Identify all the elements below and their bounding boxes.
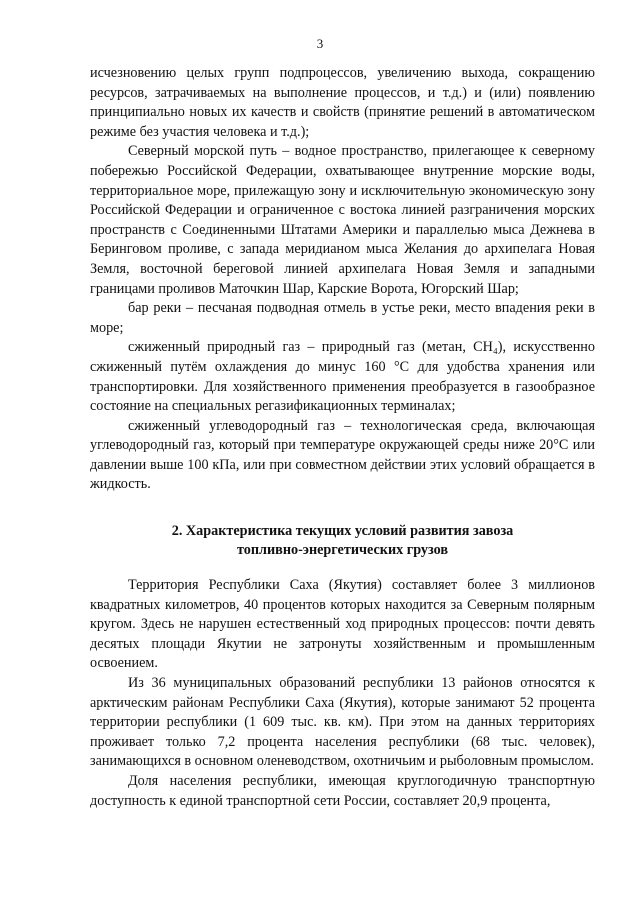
paragraph-territory: Территория Республики Саха (Якутия) составляет более 3 миллионов квадратных километров, 40 процентов которых находится за Северным полярным кругом. Здесь не нарушен естественный ход природных процессов: почти девять десятых площади Якутии не затронуты хозяйственным и промышленным освоением. bbox=[90, 577, 595, 672]
paragraph-northern-sea-route-definition: Северный морской путь – водное пространство, прилегающее к северному побережью Российской Федерации, охватывающее внутренние морские воды, территориальное море, прилежащую зону и исключительную экономическую зону Российской Федерации и ограниченное с востока линией разграничения морских пространств с Соединенными Штатами Америки и параллелью мыса Дежнева в Беринговом проливе, с запада меридианом мыса Желания до архипелага Новая Земля, восточной береговой линией архипелага Новая Земля и западными границами проливов Маточкин Шар, Карские Ворота, Югорский Шар; bbox=[90, 143, 595, 297]
paragraph-river-bar-definition: бар реки – песчаная подводная отмель в устье реки, место впадения реки в море; bbox=[90, 300, 595, 336]
section-heading-line-2: топливно-энергетических грузов bbox=[236, 542, 449, 558]
paragraph-lng-definition: сжиженный природный газ – природный газ (метан, CH₄), искусственно сжиженный путём охлаждения до минус 160 °C для удобства хранения или транспортировки. Для хозяйственного применения преобразуется в газообразное состояние на специальных регазификационных терминалах; bbox=[90, 339, 595, 415]
paragraph-lpg-definition: сжиженный углеводородный газ – технологическая среда, включающая углеводородный газ, который при температуре окружающей среды ниже 20°C или давлении выше 100 кПа, или при совместном действии этих условий обращается в жидкость. bbox=[90, 417, 595, 493]
paragraph-arctic-districts: Из 36 муниципальных образований республики 13 районов относятся к арктическим районам Республики Саха (Якутия), которые занимают 52 процента территории республики (1 609 тыс. кв. км). При этом на данных территориях проживает только 7,2 процента населения республики (68 тыс. человек), занимающихся в основном оленеводством, охотничьим и рыболовным промыслом. bbox=[90, 674, 595, 770]
paragraph-transport-access: Доля населения республики, имеющая круглогодичную транспортную доступность к единой транспортной сети России, составляет 20,9 процента, bbox=[90, 772, 595, 809]
paragraph-continuation: исчезновению целых групп подпроцессов, увеличению выхода, сокращению ресурсов, затрачиваемых на выполнение процессов, и т.д.) и (или) появлению принципиально новых их качеств и свойств (принятие решений в автоматическом режиме без участия человека и т.д.); bbox=[90, 65, 595, 140]
body-text-top bbox=[90, 64, 595, 495]
section-heading-line-1: 2. Характеристика текущих условий развития завоза bbox=[171, 523, 514, 539]
body-text-bottom bbox=[90, 576, 595, 811]
page-number: 3 bbox=[316, 36, 324, 51]
section-heading bbox=[90, 522, 595, 560]
